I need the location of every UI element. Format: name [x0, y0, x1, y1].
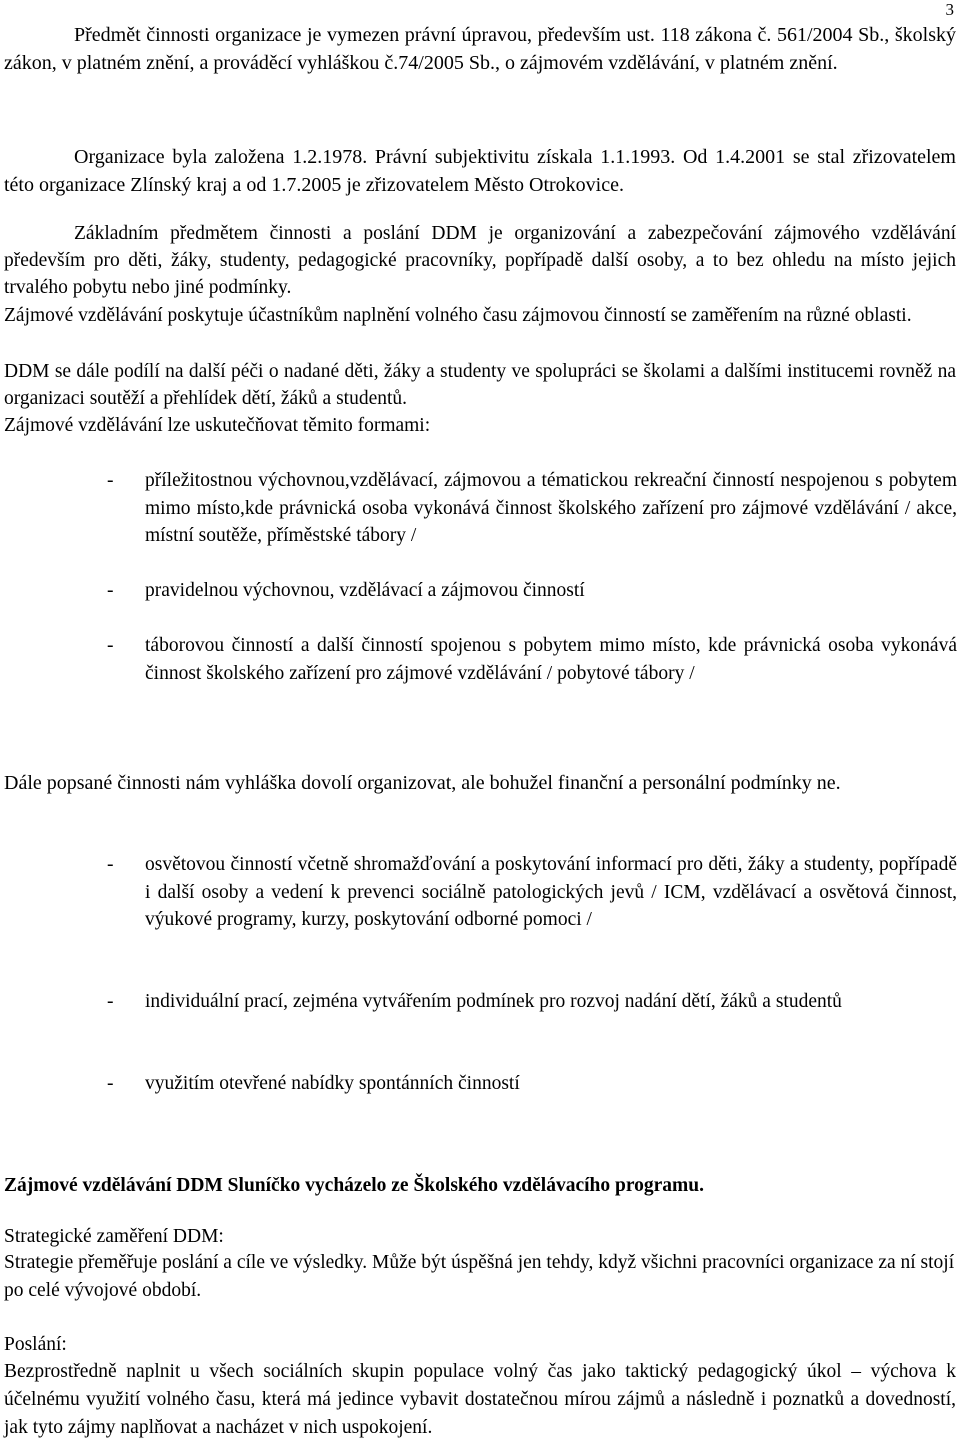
list-dash: -	[107, 580, 114, 601]
forms-list-item-occasional: příležitostnou výchovnou,vzdělávací, zájmovou a tématickou rekreační činností nespojenou s pobytem mimo místo,kde právnická osoba vykonává činnost školského zařízení pro zájmové vzdělávání / akce, místní soutěže, příměstské tábory /	[145, 470, 957, 546]
list-dash: -	[107, 854, 114, 875]
program-statement: Zájmové vzdělávání DDM Sluníčko vycházelo ze Školského vzdělávacího programu.	[4, 1175, 705, 1196]
other-activities-intro: Dále popsané činnosti nám vyhláška dovolí organizovat, ale bohužel finanční a personální podmínky ne.	[4, 772, 841, 794]
strategic-heading: Strategické zaměření DDM:	[4, 1226, 224, 1247]
intro-paragraph-forms-lead: Zájmové vzdělávání lze uskutečňovat těmito formami:	[4, 415, 431, 436]
mission-text: Bezprostředně naplnit u všech sociálních skupin populace volný čas jako taktický pedagogický úkol – výchova k účelnému využití volného času, která má jedince vybavit dostatečnou mírou zájmů a následně i poznatků a dovedností, jak tyto zájmy naplňovat a nacházet v nich uspokojení.	[4, 1361, 956, 1438]
list-dash: -	[107, 635, 114, 656]
forms-list-item-regular: pravidelnou výchovnou, vzdělávací a zájmovou činností	[145, 580, 585, 601]
intro-paragraph-gifted-care: DDM se dále podílí na další péči o nadané děti, žáky a studenty ve spolupráci se školami a dalšími institucemi rovněž na organizaci soutěží a přehlídek dětí, žáků a studentů.	[4, 361, 956, 409]
intro-paragraph-legal-basis: Předmět činnosti organizace je vymezen právní úpravou, především ust. 118 zákona č. 561/2004 Sb., školský zákon, v platném znění, a prováděcí vyhláškou č.74/2005 Sb., o zájmovém vzdělávání, v platném znění.	[4, 24, 956, 74]
other-activities-item-individual: individuální prací, zejména vytvářením podmínek pro rozvoj nadání dětí, žáků a studentů	[145, 991, 842, 1012]
strategic-text: Strategie přeměřuje poslání a cíle ve výsledky. Může být úspěšná jen tehdy, když všichni pracovníci organizace za ní stojí po celé vývojové období.	[4, 1252, 955, 1301]
other-activities-item-awareness: osvětovou činností včetně shromažďování a poskytování informací pro děti, žáky a studenty, popřípadě i další osoby a vedení k prevenci sociálně patologických jevů / ICM, vzdělávací a osvětová činnost, výukové programy, kurzy, poskytování odborné pomoci /	[145, 854, 957, 930]
list-dash: -	[107, 470, 114, 491]
intro-paragraph-founding: Organizace byla založena 1.2.1978. Právní subjektivitu získala 1.1.1993. Od 1.4.2001 se stal zřizovatelem této organizace Zlínský kraj a od 1.7.2005 je zřizovatelem Město Otrokovice.	[4, 146, 956, 196]
list-dash: -	[107, 1073, 114, 1094]
page-number: 3	[945, 0, 954, 19]
intro-paragraph-main-activity: Základním předmětem činnosti a poslání DDM je organizování a zabezpečování zájmového vzdělávání především pro děti, žáky, studenty, pedagogické pracovníky, popřípadě další osoby, a to bez ohledu na místo jejich trvalého pobytu nebo jiné podmínky.	[4, 223, 956, 298]
intro-paragraph-interest-education: Zájmové vzdělávání poskytuje účastníkům naplnění volného času zájmovou činností se zaměřením na různé oblasti.	[4, 305, 912, 326]
forms-list-item-camps: táborovou činností a další činností spojenou s pobytem mimo místo, kde právnická osoba vykonává činnost školského zařízení pro zájmové vzdělávání / pobytové tábory /	[145, 635, 957, 684]
mission-heading: Poslání:	[4, 1334, 67, 1355]
list-dash: -	[107, 991, 114, 1012]
other-activities-item-spontaneous: využitím otevřené nabídky spontánních činností	[145, 1073, 520, 1094]
